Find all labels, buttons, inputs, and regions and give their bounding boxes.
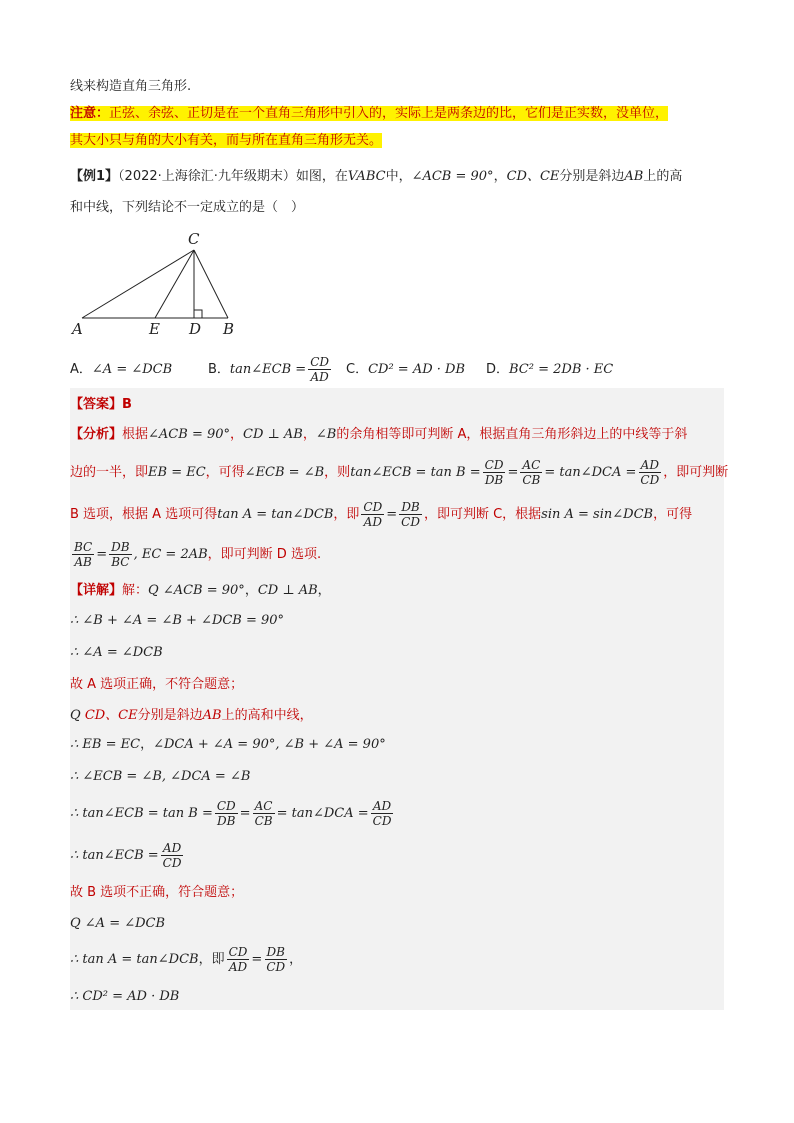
note-label: 注意：: [70, 106, 110, 121]
example-label: 【例1】: [70, 169, 119, 184]
analysis-math: ∠B: [315, 427, 337, 442]
fraction: [109, 540, 131, 569]
triangle-name: VABC: [347, 169, 386, 184]
fraction: [215, 799, 238, 828]
option-b-fraction: [308, 355, 331, 384]
detail-math: Q ∠ACB = 90°: [148, 583, 245, 598]
analysis-line-1: [70, 424, 724, 446]
detail-text: ，: [244, 583, 258, 598]
analysis-text: ，可得: [205, 465, 245, 480]
detail-math: ∴ tan A = tan∠DCB: [70, 952, 199, 967]
denominator: CD: [266, 960, 286, 974]
numerator: CD: [484, 458, 504, 472]
detail-math: ∴: [70, 737, 79, 752]
example-text: 如图，在: [295, 169, 348, 184]
analysis-math: = tan∠DCA =: [544, 465, 637, 480]
analysis-text: ，即可判断 C，根据: [423, 507, 542, 522]
label-c: C: [188, 230, 200, 248]
analysis-math: ∠ECB = ∠B: [244, 465, 325, 480]
detail-math: Q: [70, 708, 81, 723]
detail-line-13: ∴ CD² = AD · DB: [70, 989, 180, 1004]
detail-text: ，即: [198, 952, 225, 967]
denominator: AD: [310, 370, 329, 384]
option-b: [208, 355, 346, 385]
detail-text: 上的高和中线，: [221, 708, 313, 723]
detail-math: ∴ tan∠ECB =: [70, 848, 159, 863]
denominator: AD: [228, 960, 248, 974]
analysis-text: 边的一半，即: [70, 465, 149, 480]
detail-math: AB: [202, 708, 222, 723]
denominator: CD: [372, 814, 392, 828]
analysis-math: =: [386, 507, 398, 522]
option-c-label: C．: [346, 362, 369, 377]
numerator: AD: [372, 799, 392, 813]
numerator: CD: [228, 945, 248, 959]
fraction: [638, 458, 661, 487]
analysis-text: ，: [230, 427, 244, 442]
detail-math: =: [251, 952, 263, 967]
numerator: AC: [254, 799, 273, 813]
detail-line-11: Q ∠A = ∠DCB: [70, 916, 166, 931]
analysis-text: ，可得: [653, 507, 693, 522]
detail-math: EB = EC: [82, 737, 141, 752]
detail-text: ，: [317, 583, 331, 598]
segment-ce-line: [155, 250, 194, 318]
analysis-line-4: [70, 538, 724, 572]
fraction: [520, 458, 542, 487]
denominator: DB: [217, 814, 236, 828]
option-d-label: D．: [486, 362, 510, 377]
note-text-2: 其大小只与角的大小有关，而与所在直角三角形无关。: [70, 133, 383, 148]
detail-line-1: [70, 580, 724, 602]
analysis-math: tan∠ECB = tan B =: [350, 465, 481, 480]
detail-line-4: 故 A 选项正确，不符合题意；: [70, 677, 244, 692]
numerator: AD: [162, 841, 182, 855]
detail-line-8: [70, 796, 724, 832]
condition-angle: ∠ACB = 90°: [411, 169, 494, 184]
detail-line-10: 故 B 选项不正确，符合题意；: [70, 885, 244, 900]
analysis-text: ，: [302, 427, 316, 442]
fraction: [72, 540, 94, 569]
detail-text: 分别是斜边: [137, 708, 203, 723]
analysis-math: =: [96, 547, 108, 562]
denominator: CD: [401, 515, 420, 529]
detail-math: ∴ tan∠ECB = tan B =: [70, 806, 213, 821]
analysis-line-2: [70, 456, 729, 490]
option-a-label: A．: [70, 362, 92, 377]
example-text: 上的高: [643, 169, 683, 184]
analysis-math: =: [507, 465, 519, 480]
intro-line: 线来构造直角三角形.: [70, 79, 192, 94]
denominator: AD: [363, 515, 382, 529]
detail-line-9: [70, 838, 724, 874]
numerator: AD: [640, 458, 659, 472]
detail-math: ∠DCA + ∠A = 90°, ∠B + ∠A = 90°: [153, 737, 386, 752]
numerator: CD: [216, 799, 236, 813]
segment-ac-line: [82, 250, 194, 318]
detail-math: = tan∠DCA =: [276, 806, 369, 821]
segment-bc-line: [194, 250, 228, 318]
denominator: CD: [162, 856, 182, 870]
denominator: DB: [484, 473, 504, 487]
solution-block: [70, 388, 729, 1010]
fraction: [361, 500, 384, 529]
analysis-text: ，即可判断: [663, 465, 729, 480]
analysis-line-3: [70, 498, 724, 532]
numerator: CD: [310, 355, 329, 369]
fraction: [264, 945, 287, 974]
analysis-text: ，即: [333, 507, 360, 522]
fraction: [371, 799, 394, 828]
analysis-math: EB = EC: [148, 465, 206, 480]
detail-line-7: ∴ ∠ECB = ∠B, ∠DCA = ∠B: [70, 769, 251, 784]
fraction: [227, 945, 250, 974]
numerator: BC: [74, 540, 93, 554]
label-d: D: [189, 320, 202, 338]
fraction: [483, 458, 506, 487]
detail-label: 【详解】: [70, 583, 123, 598]
segment-names: CD、CE: [506, 169, 560, 184]
option-b-expr: tan∠ECB =: [229, 362, 307, 377]
analysis-text: B 选项，根据 A 选项可得: [70, 507, 218, 522]
denominator: CD: [640, 473, 660, 487]
fraction: [253, 799, 275, 828]
detail-text: ，: [140, 737, 154, 752]
analysis-text: 根据: [122, 427, 149, 442]
answer-label: 【答案】: [70, 397, 123, 412]
detail-line-3: ∴ ∠A = ∠DCB: [70, 645, 163, 660]
answer-line: [70, 394, 724, 416]
right-angle-mark: [194, 310, 202, 318]
label-b: B: [223, 320, 235, 338]
detail-math: =: [239, 806, 251, 821]
example-line-2: 和中线，下列结论不一定成立的是（ ）: [70, 200, 305, 215]
option-a: [70, 355, 208, 385]
denominator: BC: [111, 555, 130, 569]
analysis-math: CD ⊥ AB: [243, 427, 303, 442]
label-a: A: [72, 320, 83, 338]
options-row: [70, 355, 724, 385]
analysis-math: ∠ACB = 90°: [148, 427, 231, 442]
analysis-text: ，即可判断 D 选项.: [207, 547, 322, 562]
detail-math: CD ⊥ AB: [257, 583, 318, 598]
numerator: DB: [266, 945, 285, 959]
detail-line-5: [70, 705, 724, 727]
option-c-expr: CD² = AD · DB: [368, 362, 466, 377]
numerator: CD: [363, 500, 383, 514]
label-e: E: [149, 320, 160, 338]
note-text-1: 正弦、余弦、正切是在一个直角三角形中引入的，实际上是两条边的比，它们是正实数，没单位，: [109, 106, 669, 121]
numerator: DB: [111, 540, 130, 554]
note-line-2: [70, 130, 724, 152]
analysis-text: ，则: [324, 465, 351, 480]
triangle-figure: [70, 228, 260, 338]
option-c: [346, 355, 486, 385]
example-text: 中，: [385, 169, 412, 184]
detail-text: ，: [289, 952, 303, 967]
option-d: [486, 355, 613, 385]
fraction: [399, 500, 422, 529]
detail-line-6: [70, 734, 724, 756]
detail-text: 解：: [122, 583, 149, 598]
denominator: AB: [74, 555, 92, 569]
numerator: DB: [401, 500, 420, 514]
answer-value: B: [122, 397, 132, 412]
fraction: [161, 841, 184, 870]
detail-math: CD、CE: [84, 708, 138, 723]
example-source: （2022·上海徐汇·九年级期末）: [118, 169, 296, 184]
analysis-text: 的余角相等即可判断 A，根据直角三角形斜边上的中线等于斜: [336, 427, 688, 442]
example-text: ，: [493, 169, 507, 184]
note-line-1: [70, 103, 724, 125]
option-a-expr: ∠A = ∠DCB: [91, 362, 173, 377]
detail-line-12: [70, 942, 724, 978]
example-line-1: [70, 166, 724, 188]
example-text: 分别是斜边: [559, 169, 625, 184]
analysis-label: 【分析】: [70, 427, 123, 442]
denominator: CB: [522, 473, 541, 487]
option-b-label: B．: [208, 362, 230, 377]
analysis-math: , EC = 2AB: [133, 547, 208, 562]
denominator: CB: [254, 814, 273, 828]
option-d-expr: BC² = 2DB · EC: [509, 362, 614, 377]
analysis-math: tan A = tan∠DCB: [217, 507, 334, 522]
segment-ab: AB: [624, 169, 644, 184]
analysis-math: sin A = sin∠DCB: [541, 507, 654, 522]
numerator: AC: [522, 458, 541, 472]
detail-line-2: ∴ ∠B + ∠A = ∠B + ∠DCB = 90°: [70, 613, 285, 628]
